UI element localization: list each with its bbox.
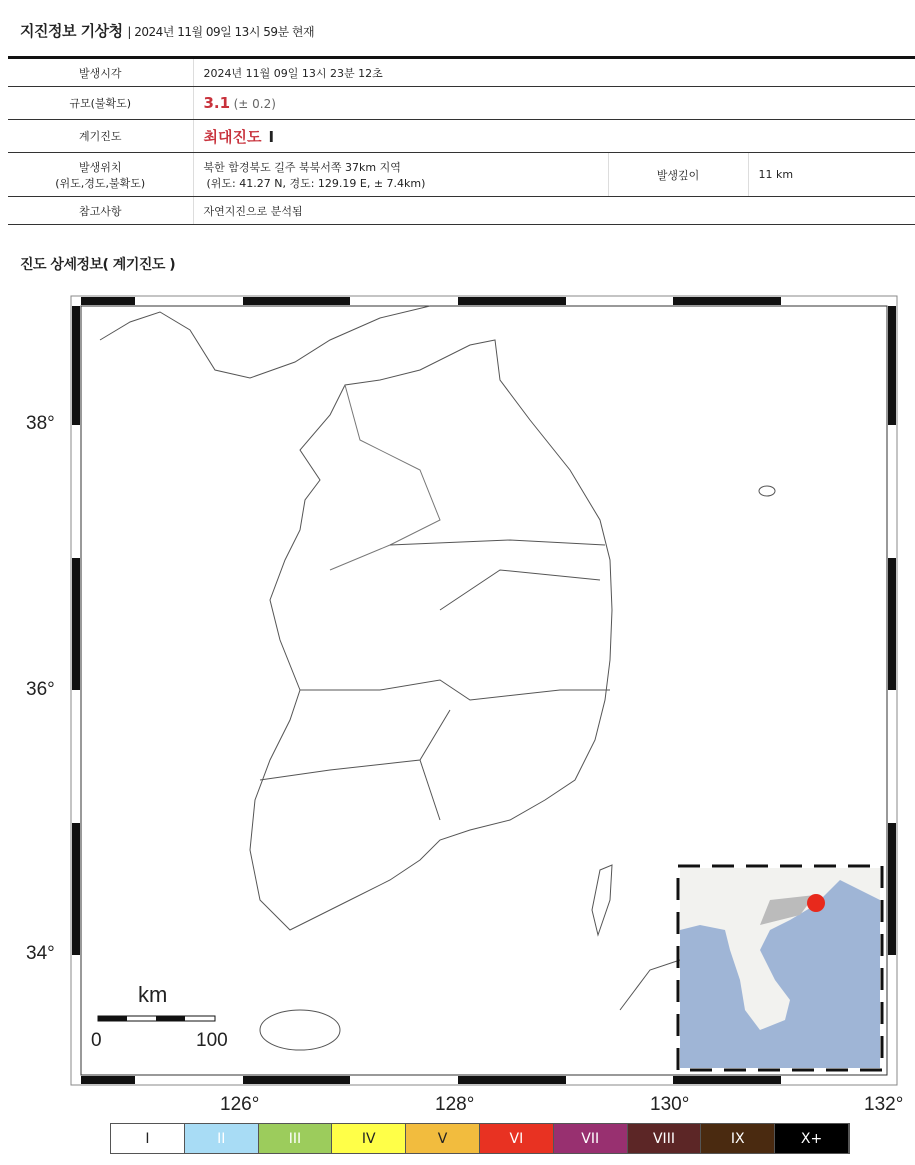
section-title: 진도 상세정보( 계기진도 ) [20,257,176,273]
lat-tick: 36° [26,679,55,700]
location-value: 북한 함경북도 길주 북북서쪽 37km 지역 [203,160,401,174]
intensity-value: Ⅰ [268,127,275,146]
lon-tick: 128° [435,1094,475,1115]
legend-item: VII [554,1124,628,1153]
legend-item: IV [332,1124,406,1153]
lat-tick: 34° [26,943,55,964]
location-coords: (위도: 41.27 N, 경도: 129.19 E, ± 7.4km) [206,176,426,190]
scale-start: 0 [91,1030,102,1051]
depth-label: 발생깊이 [608,153,748,197]
lat-tick: 38° [26,413,55,434]
intensity-label: 계기진도 [8,120,193,153]
legend-item: II [185,1124,259,1153]
legend-item: III [259,1124,333,1153]
legend-item: VIII [628,1124,702,1153]
scale-unit: km [138,982,168,1007]
magnitude-label: 규모(불확도) [8,87,193,120]
time-label: 발생시각 [8,58,193,87]
legend-item: X+ [775,1124,849,1153]
depth-value: 11 km [748,153,915,197]
time-value: 2024년 11월 09일 13시 23분 12초 [193,58,915,87]
title-timestamp: | 2024년 11월 09일 13시 59분 현재 [127,25,315,39]
note-value: 자연지진으로 분석됨 [193,197,915,225]
note-label: 참고사항 [8,197,193,225]
scale-end: 100 [196,1030,228,1051]
magnitude-uncertainty: (± 0.2) [233,97,276,111]
inset-map [678,866,882,1070]
intensity-legend [110,1123,850,1154]
title-text: 지진정보 기상청 [20,22,123,40]
legend-item: VI [480,1124,554,1153]
scale-bar [98,1016,215,1021]
magnitude-value: 3.1 [203,94,231,112]
legend-item: I [111,1124,185,1153]
legend-item: V [406,1124,480,1153]
location-label-sub: (위도,경도,불확도) [55,176,146,190]
epicenter-marker [807,894,825,912]
lon-tick: 130° [650,1094,690,1115]
location-label: 발생위치 [78,160,122,174]
intensity-prefix: 최대진도 [203,127,262,146]
lon-tick: 126° [220,1094,260,1115]
lon-tick: 132° [864,1094,904,1115]
legend-item: IX [701,1124,775,1153]
